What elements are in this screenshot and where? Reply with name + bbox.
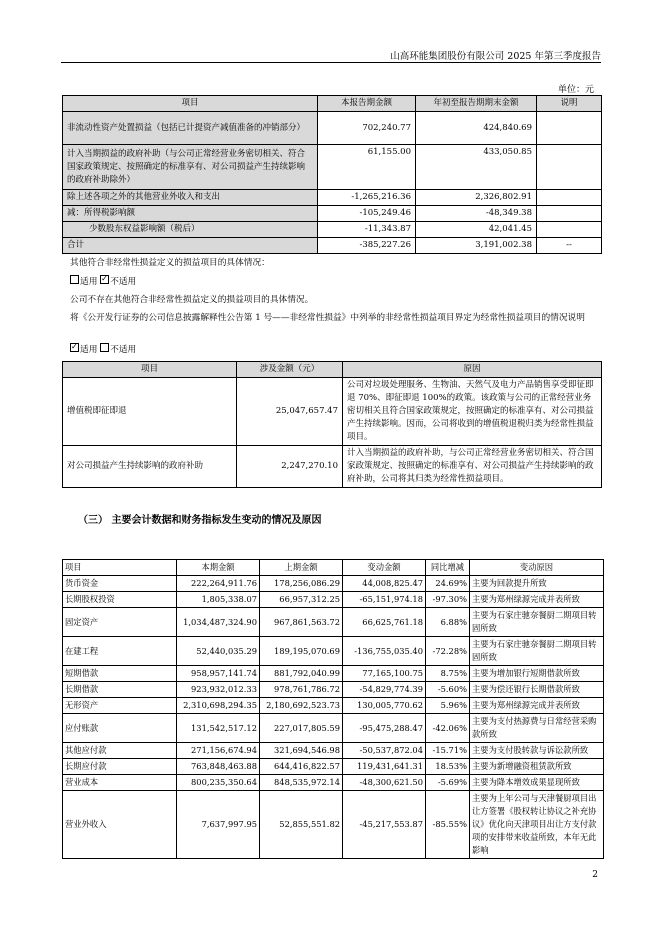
row-prior: 848,535,972.14	[260, 775, 343, 791]
row-current: 702,240.77	[318, 112, 416, 145]
col-header: 项目	[63, 362, 237, 378]
table-row	[63, 446, 602, 488]
col-header: 变动金额	[343, 560, 426, 576]
financial-changes-table	[62, 559, 604, 859]
financial-changes-body	[63, 576, 604, 859]
row-reason: 主要为增加银行短期借款所致	[470, 666, 604, 682]
applicable-choice-1	[70, 275, 136, 289]
row-item: 其他应付款	[63, 743, 177, 759]
row-current: 923,932,012.33	[177, 682, 260, 698]
row-pct: 18.53%	[426, 759, 470, 775]
row-change: 119,431,641.31	[343, 759, 426, 775]
row-note	[537, 112, 602, 145]
row-reason: 主要为支付股转款与诉讼款所致	[470, 743, 604, 759]
table-row	[63, 222, 602, 238]
row-change: -45,217,553.87	[343, 791, 426, 859]
table-header-row	[63, 362, 602, 378]
row-item: 对公司损益产生持续影响的政府补助	[63, 446, 237, 488]
applicable-label: 适用	[80, 277, 98, 287]
row-prior: 967,861,563.72	[260, 608, 343, 637]
table-header-row	[63, 560, 604, 576]
row-item: 少数股东权益影响额（税后）	[63, 222, 318, 238]
row-item: 在建工程	[63, 637, 177, 666]
reclassification-note: 将《公开发行证券的公司信息披露解释性公告第 1 号——非经常性损益》中列举的非经常性损益项目界定为经常性损益项目的情况说明	[70, 313, 585, 323]
row-amount: 25,047,657.47	[237, 378, 343, 446]
row-prior: 52,855,551.82	[260, 791, 343, 859]
row-current: -11,343.87	[318, 222, 416, 238]
row-item: 长期应付款	[63, 759, 177, 775]
row-reason: 主要为郑州绿源完成并表所致	[470, 592, 604, 608]
row-current: 61,155.00	[318, 145, 416, 190]
row-note	[537, 222, 602, 238]
applicable-choice-2	[70, 343, 136, 357]
table-row	[63, 190, 602, 206]
row-pct: -97.30%	[426, 592, 470, 608]
row-change: -95,475,288.47	[343, 714, 426, 743]
col-header: 年初至报告期期末金额	[416, 96, 537, 112]
row-pct: -5.69%	[426, 775, 470, 791]
row-item: 短期借款	[63, 666, 177, 682]
row-item: 除上述各项之外的其他营业外收入和支出	[63, 190, 318, 206]
row-item: 长期借款	[63, 682, 177, 698]
row-item: 增值税即征即退	[63, 378, 237, 446]
row-item: 无形资产	[63, 698, 177, 714]
not-applicable-label: 不适用	[110, 345, 137, 355]
col-header: 变动原因	[470, 560, 604, 576]
section-title: （三） 主要会计数据和财务指标发生变动的情况及原因	[78, 515, 322, 526]
table-row	[63, 576, 604, 592]
row-item: 非流动性资产处置损益（包括已计提资产减值准备的冲销部分）	[63, 112, 318, 145]
row-reason: 主要为偿还银行长期借款所致	[470, 682, 604, 698]
row-current: 958,957,141.74	[177, 666, 260, 682]
row-pct: -15.71%	[426, 743, 470, 759]
row-current: 271,156,674.94	[177, 743, 260, 759]
row-current: -385,227.26	[318, 238, 416, 254]
row-change: 77,165,100.75	[343, 666, 426, 682]
row-item: 减：所得税影响额	[63, 206, 318, 222]
row-current: 131,542,517.12	[177, 714, 260, 743]
row-reason: 主要为石家庄驰奈餐厨二期项目转固所致	[470, 637, 604, 666]
applicable-label: 适用	[80, 345, 98, 355]
row-item: 应付账款	[63, 714, 177, 743]
table-row	[63, 112, 602, 145]
col-header: 本报告期金额	[318, 96, 416, 112]
row-prior: 178,256,086.29	[260, 576, 343, 592]
col-header: 涉及金额（元）	[237, 362, 343, 378]
table-row	[63, 759, 604, 775]
row-ytd: 424,840.69	[416, 112, 537, 145]
row-item: 固定资产	[63, 608, 177, 637]
row-note	[537, 206, 602, 222]
row-pct: -72.28%	[426, 637, 470, 666]
row-prior: 2,180,692,523.73	[260, 698, 343, 714]
row-pct: 6.88%	[426, 608, 470, 637]
checkbox-checked-icon	[70, 343, 79, 352]
row-prior: 227,017,805.59	[260, 714, 343, 743]
table-row	[63, 791, 604, 859]
col-header: 本期金额	[177, 560, 260, 576]
row-pct: -5.60%	[426, 682, 470, 698]
row-note	[537, 190, 602, 206]
table-row	[63, 592, 604, 608]
not-applicable-label: 不适用	[110, 277, 137, 287]
report-header-title: 山高环能集团股份有限公司 2025 年第三季度报告	[390, 51, 601, 62]
non-recurring-gains-table	[62, 95, 602, 254]
header-divider	[61, 62, 601, 63]
col-header: 同比增减	[426, 560, 470, 576]
row-pct: 24.69%	[426, 576, 470, 592]
row-change: 130,005,770.62	[343, 698, 426, 714]
checkbox-checked-icon	[100, 275, 109, 284]
table-row	[63, 666, 604, 682]
row-reason: 主要为降本增效成果显现所致	[470, 775, 604, 791]
col-header: 项目	[63, 560, 177, 576]
row-current: 2,310,698,294.35	[177, 698, 260, 714]
table-row	[63, 238, 602, 254]
page-number: 2	[592, 870, 598, 880]
table-row	[63, 378, 602, 446]
row-change: 66,625,761.18	[343, 608, 426, 637]
col-header: 说明	[537, 96, 602, 112]
unit-label: 单位：元	[557, 85, 594, 95]
table-row	[63, 608, 604, 637]
table-header-row	[63, 96, 602, 112]
checkbox-empty-icon	[100, 343, 109, 352]
row-current: -105,249.46	[318, 206, 416, 222]
no-other-items-text: 公司不存在其他符合非经常性损益定义的损益项目的具体情况。	[70, 295, 314, 305]
table-row	[63, 206, 602, 222]
row-pct: 5.96%	[426, 698, 470, 714]
row-reason: 计入当期损益的政府补助，与公司正常经营业务密切相关、符合国家政策规定、按照确定的标准享有、对公司损益产生持续影响的政府补助，公司将其归类为经常性损益项目。	[343, 446, 602, 488]
table-row	[63, 743, 604, 759]
row-reason: 主要为新增融资租赁款所致	[470, 759, 604, 775]
row-reason: 主要为回款提升所致	[470, 576, 604, 592]
row-current: 222,264,911.76	[177, 576, 260, 592]
row-prior: 978,761,786.72	[260, 682, 343, 698]
row-reason: 公司对垃圾处理服务、生物油、天然气及电力产品销售享受即征即退 70%、即征即退 100%的政策。该政策与公司的正常经营业务密切相关且符合国家政策规定，按照确定的标准享有、对公司损益产生持续影响。因而，公司将收到的增值税退税归类为经常性损益项目。	[343, 378, 602, 446]
row-reason: 主要为上年公司与天津餐厨项目出让方签署《股权转让协议之补充协议》优化向天津项目出让方支付款项的安排带来收益所致，本年无此影响	[470, 791, 604, 859]
row-ytd: 2,326,802.91	[416, 190, 537, 206]
row-change: -65,151,974.18	[343, 592, 426, 608]
row-current: -1,265,216.36	[318, 190, 416, 206]
row-change: -50,537,872.04	[343, 743, 426, 759]
row-item: 货币资金	[63, 576, 177, 592]
row-current: 1,034,487,324.90	[177, 608, 260, 637]
row-change: -54,829,774.39	[343, 682, 426, 698]
row-change: -136,755,035.40	[343, 637, 426, 666]
row-prior: 881,792,040.99	[260, 666, 343, 682]
row-current: 800,235,350.64	[177, 775, 260, 791]
row-note	[537, 145, 602, 190]
table-row	[63, 698, 604, 714]
row-item: 营业外收入	[63, 791, 177, 859]
row-ytd: -48,349.38	[416, 206, 537, 222]
row-item: 计入当期损益的政府补助（与公司正常经营业务密切相关、符合国家政策规定、按照确定的标准享有、对公司损益产生持续影响的政府补助除外）	[63, 145, 318, 190]
row-item: 合计	[63, 238, 318, 254]
checkbox-empty-icon	[70, 275, 79, 284]
row-current: 1,805,338.07	[177, 592, 260, 608]
row-change: -48,300,621.50	[343, 775, 426, 791]
col-header: 原因	[343, 362, 602, 378]
row-reason: 主要为石家庄驰奈餐厨二期项目转固所致	[470, 608, 604, 637]
table-row	[63, 775, 604, 791]
row-amount: 2,247,270.10	[237, 446, 343, 488]
row-prior: 321,694,546.98	[260, 743, 343, 759]
row-current: 7,637,997.95	[177, 791, 260, 859]
row-ytd: 433,050.85	[416, 145, 537, 190]
row-prior: 66,957,312.25	[260, 592, 343, 608]
row-pct: -85.55%	[426, 791, 470, 859]
row-item: 营业成本	[63, 775, 177, 791]
row-current: 763,848,463.88	[177, 759, 260, 775]
table-row	[63, 637, 604, 666]
other-items-text: 其他符合非经常性损益定义的损益项目的具体情况：	[70, 258, 270, 268]
col-header: 项目	[63, 96, 318, 112]
table-row	[63, 682, 604, 698]
row-reason: 主要为支付热源费与日常经营采购款所致	[470, 714, 604, 743]
col-header: 上期金额	[260, 560, 343, 576]
row-change: 44,008,825.47	[343, 576, 426, 592]
row-ytd: 42,041.45	[416, 222, 537, 238]
row-prior: 644,416,822.57	[260, 759, 343, 775]
row-item: 长期股权投资	[63, 592, 177, 608]
row-current: 52,440,035.29	[177, 637, 260, 666]
table-row	[63, 714, 604, 743]
row-note: --	[537, 238, 602, 254]
row-ytd: 3,191,002.38	[416, 238, 537, 254]
row-prior: 189,195,070.69	[260, 637, 343, 666]
row-pct: -42.06%	[426, 714, 470, 743]
recurring-items-table	[62, 361, 602, 488]
row-pct: 8.75%	[426, 666, 470, 682]
table-row	[63, 145, 602, 190]
row-reason: 主要为郑州绿源完成并表所致	[470, 698, 604, 714]
